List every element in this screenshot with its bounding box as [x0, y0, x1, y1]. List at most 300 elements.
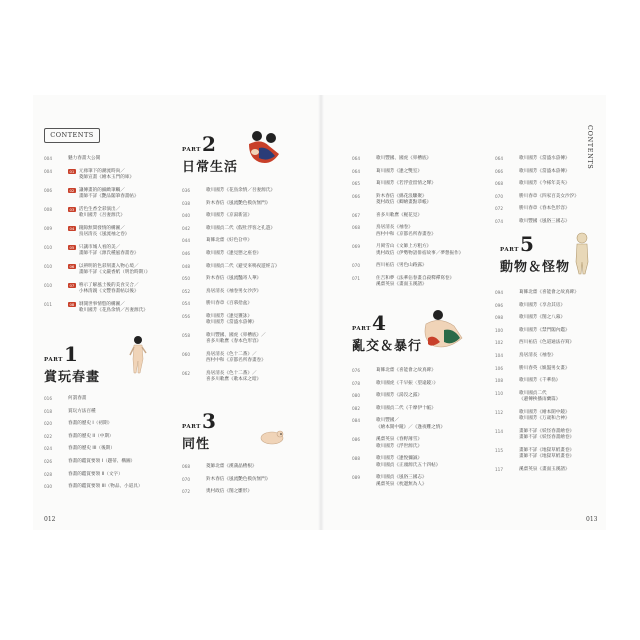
entry-line: 歌川國貞《正頭源氏五十四帖》 — [376, 462, 441, 468]
entry-text — [68, 156, 100, 162]
page-num: 010 — [44, 282, 52, 288]
entry-text — [79, 264, 150, 277]
toc-entry — [352, 406, 472, 412]
page-num: 046 — [182, 250, 190, 256]
page-num: 060 — [182, 351, 190, 357]
entry-text — [519, 181, 570, 187]
entry-text — [206, 213, 252, 219]
entry-line: 歌川國芳《逢悅彌誠》 — [376, 456, 422, 462]
toc-entry — [495, 429, 595, 442]
entry-text — [206, 371, 261, 384]
part-title: 亂交＆暴行 — [352, 339, 423, 354]
toc-entry — [44, 302, 164, 315]
toc-entry — [182, 333, 302, 346]
toc-entry — [495, 290, 595, 296]
entry-text — [376, 276, 454, 289]
entry-text — [68, 421, 112, 427]
entry-line: 鳥居清長《袖卷》 — [376, 225, 413, 231]
toc-entry — [495, 378, 595, 384]
entry-text — [206, 201, 270, 207]
part-title: 賞玩春畫 — [44, 370, 101, 385]
entry-text — [79, 283, 139, 296]
toc-entry — [352, 194, 472, 207]
entry-line: 賞玩方法百種 — [68, 408, 96, 414]
small-animal-icon — [258, 428, 286, 446]
part-number: 4 — [371, 311, 386, 335]
entry-line: 喜多川歌麿《春本色形容》 — [206, 339, 262, 345]
entry-text — [376, 393, 422, 399]
toc-entry — [44, 396, 164, 402]
entry-text — [376, 475, 427, 488]
entry-line: 葛川國芳《逢之雙室》 — [376, 168, 422, 174]
entry-text — [519, 290, 579, 296]
toc-entry — [182, 314, 302, 327]
entry-text — [376, 244, 463, 257]
toc-entry — [182, 289, 302, 295]
entry-text — [376, 381, 438, 387]
entry-line: 歌川國貞二代《千摩伊十帳》 — [376, 405, 436, 411]
part-3-heading — [182, 409, 216, 452]
entry-line: 畫師不詳《地獄草紙畫卷》 — [519, 447, 575, 453]
toc-entry — [352, 276, 472, 289]
entry-text — [68, 472, 123, 478]
entry-line: 溪齋英泉《畫面玉漢譜》 — [376, 282, 427, 288]
entry-line: 歌川國芳《京湯新話》 — [206, 213, 252, 219]
toc-entry — [352, 181, 472, 187]
toc-entry — [44, 207, 164, 220]
page-num: 030 — [44, 484, 52, 490]
toc-entry — [495, 467, 595, 473]
entry-text — [376, 368, 436, 374]
entry-line: 元祿筆下的潮流時尚／ — [78, 168, 125, 174]
page-num: 069 — [352, 244, 360, 250]
page-num: 042 — [182, 225, 190, 231]
toc-entry — [495, 303, 595, 309]
toc-entry — [44, 484, 164, 490]
part-2-heading — [182, 132, 239, 175]
entry-line: 歌川國芳《當盛本滸傳》 — [519, 168, 570, 174]
page-num: 008 — [44, 206, 52, 212]
page-num: 070 — [352, 263, 360, 269]
entry-line: 喜多川歌麿《歌本床之暗》 — [206, 377, 262, 383]
entry-line: 歌川豐國／ — [376, 418, 399, 424]
entry-text — [519, 169, 570, 175]
toc-entry — [44, 264, 164, 277]
entry-line: 歌川國芳《湯沒之露》 — [376, 393, 422, 399]
toc-entry — [495, 353, 595, 359]
page-num: 106 — [495, 365, 503, 371]
toc-entry — [44, 421, 164, 427]
entry-line: 嘻示了解風土後的美食交合／ — [78, 282, 139, 288]
page-num: 096 — [495, 302, 503, 308]
page-num: 004 — [44, 156, 52, 161]
entry-line: 歌川豐國《風俗三國志》 — [519, 218, 570, 224]
page-num: 068 — [495, 181, 503, 187]
entry-line: 以辨明的色彩刻畫入物心境／ — [78, 263, 139, 269]
entry-line: 歌川國芳《浮世源氏》 — [376, 443, 422, 449]
page-number-right: 013 — [586, 516, 598, 523]
page-num: 036 — [182, 188, 190, 193]
page-num: 052 — [182, 288, 190, 294]
entry-text — [68, 446, 115, 452]
page-num: 009 — [44, 225, 52, 231]
number-tag: 02 — [69, 187, 75, 193]
page-num: 038 — [182, 200, 190, 206]
part-label: PART — [44, 357, 63, 363]
entry-text — [206, 333, 266, 346]
part-number: 5 — [519, 232, 534, 256]
part-label: PART — [352, 326, 371, 332]
part-title: 日常生活 — [182, 160, 239, 175]
entry-line: 西川祐信《色道通法存寫》 — [519, 340, 575, 346]
intro-column — [44, 156, 164, 321]
entry-text — [519, 391, 560, 404]
couple-illustration-icon — [245, 128, 283, 168]
page-num: 064 — [495, 156, 503, 161]
entry-text — [206, 464, 257, 470]
toc-entry — [495, 448, 595, 461]
entry-line: 奧村政信《閨之雛形》 — [206, 489, 252, 495]
entry-text — [206, 314, 257, 327]
toc-entry — [495, 410, 595, 423]
page-num: 114 — [495, 428, 503, 434]
page-num: 062 — [182, 370, 190, 376]
entry-line: 葛飾北齋《喜能會之故真碑》 — [376, 368, 436, 373]
toc-entry — [44, 169, 164, 182]
page-num: 044 — [182, 238, 190, 244]
entry-line: 菱師北齋《漢蒲晶楂根》 — [206, 464, 257, 469]
entry-line: 歌川國芳《今様年美夾》 — [519, 181, 570, 187]
entry-line: 春畫的歷史 III（後期） — [68, 446, 115, 452]
entry-line: 溪齋英泉《枕邊無為人》 — [376, 481, 427, 487]
entry-line: 溪齋英泉《春野薄雪》 — [376, 437, 422, 443]
number-tag: 08 — [69, 301, 75, 307]
entry-line: 勝川春章《四家百美女沙汐》 — [519, 193, 579, 199]
toc-entry — [495, 315, 595, 321]
entry-text — [376, 456, 440, 469]
page-num: 022 — [44, 433, 52, 439]
entry-text — [376, 437, 422, 450]
entry-text — [376, 263, 427, 269]
toc-entry — [44, 226, 164, 239]
entry-line: 歌川國芳《千華翁》 — [519, 378, 561, 384]
entry-text — [519, 378, 560, 384]
page-num: 084 — [352, 418, 360, 424]
toc-entry — [495, 156, 595, 162]
page-num: 070 — [182, 476, 190, 482]
page-num: 016 — [44, 396, 52, 401]
toc-entry — [182, 238, 302, 244]
entry-line: 葛飾北齋《好色旮申》 — [206, 238, 252, 244]
number-tag: 07 — [69, 282, 75, 288]
entry-text — [68, 409, 96, 415]
toc-entry — [44, 446, 164, 452]
page-num: 064 — [352, 156, 360, 161]
page-num: 067 — [352, 212, 360, 218]
toc-entry — [182, 371, 302, 384]
toc-entry — [182, 464, 302, 470]
entry-text — [519, 315, 565, 321]
part-number: 2 — [201, 132, 216, 156]
entry-line: 鳥居清長《袖卷》 — [519, 352, 556, 358]
toc-entry — [44, 459, 164, 465]
entry-text — [206, 301, 252, 307]
toc-entry — [182, 301, 302, 307]
entry-line: 葛川國芳《若浮壹留情之聲》 — [376, 181, 436, 187]
entry-line: 歌川國芳《逢見戀之座卷》 — [206, 250, 262, 256]
entry-text — [68, 459, 135, 465]
standing-figure-icon — [128, 335, 148, 375]
page-num: 080 — [352, 393, 360, 399]
page-num: 112 — [495, 409, 503, 415]
toc-entry — [352, 156, 472, 162]
toc-entry — [352, 244, 472, 257]
entry-line: 西川祐信《男色山路露》 — [376, 263, 427, 269]
page-num: 074 — [495, 218, 503, 224]
toc-entry — [352, 381, 472, 387]
entry-line: 春畫的鑑賞要領 I（題蒂、構圖） — [68, 458, 136, 464]
page-num: 066 — [495, 168, 503, 174]
page-num: 104 — [495, 352, 503, 358]
entry-text — [519, 410, 570, 423]
page-num: 066 — [352, 193, 360, 199]
entry-line: 何謂春畫 — [68, 396, 87, 401]
toc-entry — [352, 418, 472, 431]
entry-line: 歌川國芳《逢見獲詠》 — [206, 313, 252, 319]
page-num: 054 — [182, 301, 190, 307]
page-num: 058 — [182, 332, 190, 338]
entry-text — [68, 484, 142, 490]
entry-line: 春畫的歷史 I（初期） — [68, 421, 113, 427]
toc-entry — [495, 219, 595, 225]
toc-entry — [495, 391, 595, 404]
number-tag: 06 — [69, 263, 75, 269]
toc-entry — [44, 156, 164, 162]
toc-entry — [44, 409, 164, 415]
entry-line: 春畫的鑑賞要領 II（文字） — [68, 471, 123, 477]
toc-entry — [182, 201, 302, 207]
page-num: 078 — [352, 380, 360, 386]
entry-line: 歌川國芳《當盛水滸傳》 — [206, 320, 257, 326]
entry-line: 歌川豐國、國虎《卯槽底》／ — [206, 332, 266, 338]
toc-entry — [182, 213, 302, 219]
entry-line: 鳥居清長《風流袖之卷》 — [78, 232, 130, 237]
entry-text — [376, 418, 445, 431]
entry-text — [376, 194, 431, 207]
entry-text — [376, 213, 422, 219]
part-title: 動物＆怪物 — [500, 260, 571, 275]
page-num: 020 — [44, 421, 52, 427]
page-num: 064 — [352, 168, 360, 174]
entry-text — [206, 276, 261, 282]
toc-entry — [182, 188, 302, 194]
entry-line: 歌川豐國、國虎《卯槽底》 — [376, 156, 432, 161]
entry-text — [519, 353, 556, 359]
entry-text — [206, 477, 270, 483]
entry-text — [206, 226, 275, 232]
page-fold — [318, 95, 324, 530]
entry-text — [206, 188, 275, 194]
entry-line: 歌川國貞二代《假牡浮客之孔遊》 — [206, 225, 275, 231]
number-tag: 01 — [69, 168, 75, 174]
entry-line: 小林清親《文豐春畫帖以後》 — [78, 289, 139, 294]
page-num: 004 — [44, 168, 52, 174]
page-num: 076 — [352, 368, 360, 373]
entry-line: 畫師不詳《地獄草紙畫卷》 — [519, 454, 575, 460]
toc-entry — [495, 340, 595, 346]
toc-entry — [352, 263, 472, 269]
page-num: 098 — [495, 315, 503, 321]
entry-line: 歌川國芳《花鳥余情／吾妻源氏》 — [206, 188, 275, 193]
toc-entry — [44, 188, 164, 201]
page-num: 072 — [182, 489, 190, 495]
part-4-heading — [352, 311, 423, 354]
entry-line: 畫師不詳《妖怪春畫繪卷》 — [519, 428, 575, 434]
entry-text — [519, 206, 570, 212]
entry-line: 住吉和夢《法華佔春畫自殺釋禪寫卷》 — [376, 275, 455, 281]
entry-line: 畫師不詳《妖怪春畫繪卷》 — [519, 435, 575, 441]
entry-line: 葛飾北齋《喜能會之故真碑》 — [519, 290, 579, 295]
page-num: 088 — [352, 456, 360, 462]
toc-entry — [182, 352, 302, 365]
entry-line: 月岡雪山《文師上方粗方》 — [376, 244, 432, 250]
part-1-heading — [44, 342, 101, 385]
column-4-list — [495, 156, 595, 232]
entry-text — [206, 289, 261, 295]
entry-text — [206, 251, 261, 257]
entry-line: 西村中和《京都名所春畫卷》 — [206, 358, 266, 364]
entry-line: 歌川國貞二代《避受來鳴夜遊經言》 — [206, 263, 280, 269]
entry-text — [68, 434, 114, 440]
page-num: 082 — [352, 405, 360, 411]
page-num: 050 — [182, 276, 190, 282]
part-number: 1 — [63, 342, 78, 366]
entry-text — [519, 366, 570, 372]
toc-entry — [352, 169, 472, 175]
entry-text — [79, 169, 134, 182]
part-label: PART — [500, 247, 519, 253]
vertical-contents-title: CONTENTS — [586, 125, 594, 170]
part-4-list — [352, 368, 472, 494]
entry-line: 奧村政信《伊勢物語俳宿故事／夢想振作》 — [376, 250, 464, 256]
toc-entry — [495, 169, 595, 175]
entry-line: 歌川國芳《當盛水滸傳》 — [519, 156, 570, 161]
entry-line: 鈴木春信《風流艷色模仿無門》 — [206, 476, 271, 482]
part-3-list — [182, 464, 302, 502]
part-1-list — [44, 396, 164, 497]
entry-line: 鈴木春信《綿花浪驟聚》 — [376, 193, 427, 199]
entry-line: 只讓市城人看的美／ — [78, 244, 121, 250]
entry-text — [519, 448, 574, 461]
page-num: 006 — [44, 187, 52, 193]
entry-text — [519, 303, 565, 309]
entry-text — [519, 429, 574, 442]
entry-line: 喜多川歌麿《梶花見》 — [376, 212, 422, 218]
part-label: PART — [182, 424, 201, 430]
page-num: 026 — [44, 458, 52, 464]
toc-entry — [44, 245, 164, 258]
page-num: 110 — [495, 390, 503, 396]
entry-line: 歌川國芳《吾妻源氏》 — [78, 213, 125, 218]
part-title: 同性 — [182, 437, 211, 452]
page-num: 117 — [495, 466, 503, 472]
toc-entry — [352, 475, 472, 488]
page-num: 048 — [182, 263, 190, 269]
entry-text — [519, 467, 570, 473]
entry-text — [519, 219, 570, 225]
entry-text — [376, 225, 436, 238]
entry-line: 鈴木春信《風流豔寄人華》 — [206, 276, 262, 282]
toc-entry — [44, 434, 164, 440]
part-number: 3 — [201, 409, 216, 433]
entry-line: 《避傳挨播雨蘭篇》 — [519, 397, 561, 403]
part-5-heading — [500, 232, 571, 275]
page-num: 100 — [495, 327, 503, 333]
entry-line: 讓傳畫的的細緻筆觸／ — [78, 187, 125, 193]
entry-line: 剝開世事情慾的構圖／ — [78, 301, 125, 307]
page-num: 068 — [182, 464, 190, 469]
entry-line: 鏡隙無間發情的構圖／ — [78, 225, 125, 231]
entry-text — [206, 264, 280, 270]
toc-entry — [44, 472, 164, 478]
toc-entry — [495, 194, 595, 200]
entry-line: 勝川春章《春本色形容》 — [519, 206, 570, 212]
entry-line: 歌川國貞二代 — [519, 390, 547, 396]
toc-entry — [182, 264, 302, 270]
entry-text — [519, 156, 570, 162]
page-num: 086 — [352, 437, 360, 443]
entry-text — [376, 169, 422, 175]
page-num: 089 — [352, 475, 360, 481]
entry-line: 歌川國芳《花鳥余情／吾妻源氏》 — [78, 308, 148, 313]
entry-text — [206, 352, 266, 365]
page-num: 072 — [495, 206, 503, 212]
entry-text — [68, 396, 86, 402]
entry-text — [79, 207, 125, 220]
page-num: 070 — [495, 193, 503, 199]
entry-line: 鳥居清長《袖卷男女沙汐》 — [206, 288, 262, 294]
entry-line: 勝川春英《娛盤男女畫》 — [519, 365, 570, 371]
page-num: 028 — [44, 471, 52, 477]
page-num: 011 — [44, 301, 52, 307]
toc-entry — [495, 328, 595, 334]
entry-text — [376, 156, 431, 162]
entry-line: 勝川春章《百慕拾盆》 — [206, 301, 252, 307]
number-tag: 05 — [69, 244, 75, 250]
entry-line: 鳥居清長《色十二番》／ — [206, 351, 257, 357]
entry-text — [519, 340, 574, 346]
entry-text — [79, 188, 139, 201]
entry-line: 魅力春畫大公開 — [68, 156, 101, 161]
entry-text — [206, 238, 252, 244]
toc-entry — [352, 368, 472, 374]
page-num: 065 — [352, 181, 360, 187]
toc-entry — [495, 366, 595, 372]
entry-line: 歌川國芳《享舍其房》 — [519, 302, 565, 308]
page-num: 068 — [352, 225, 360, 231]
page-num: 115 — [495, 447, 503, 453]
entry-line: 畫師不詳《文嚴香紙（明治時期）》 — [78, 270, 151, 275]
page-num: 108 — [495, 378, 503, 384]
page-number-left: 012 — [44, 516, 56, 523]
page-num: 040 — [182, 213, 190, 219]
toc-entry — [352, 456, 472, 469]
entry-text — [376, 406, 436, 412]
page-num: 094 — [495, 290, 503, 295]
page-num: 024 — [44, 446, 52, 452]
entry-text — [79, 302, 148, 315]
toc-entry — [44, 283, 164, 296]
